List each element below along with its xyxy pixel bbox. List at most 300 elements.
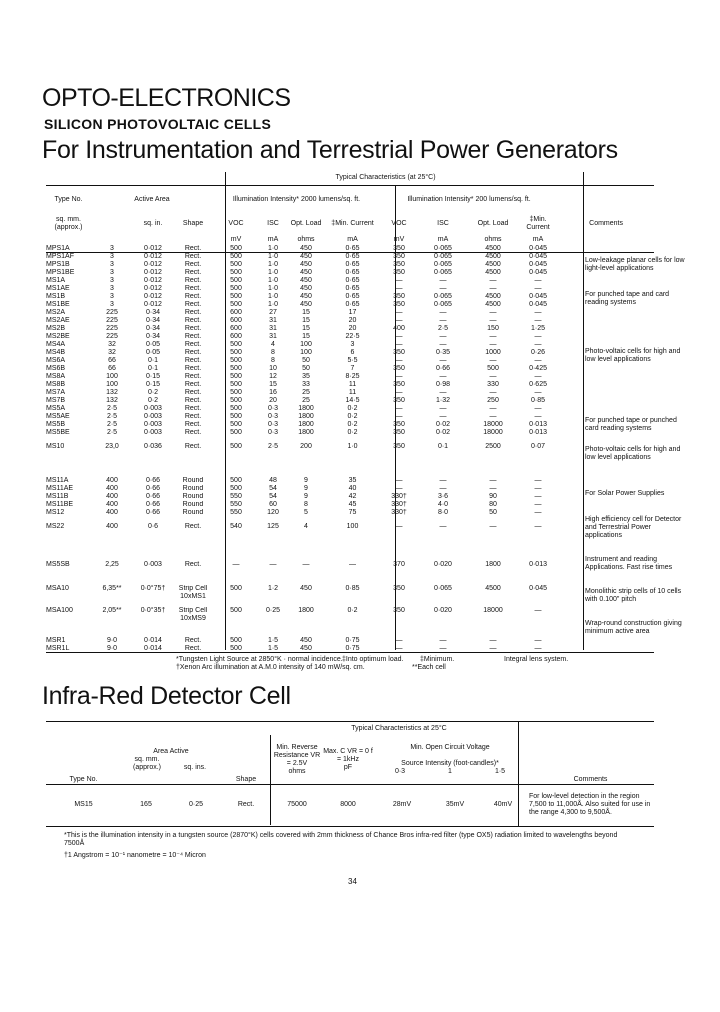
cell: 80	[489, 501, 497, 508]
cell: —	[395, 389, 403, 396]
cell: 0·2	[347, 421, 358, 428]
comment-cell	[558, 365, 654, 373]
type-cell: MS11A	[46, 477, 69, 484]
footnote: †Xenon Arc illumination at A.M.0 intensity of 140 mW/sq. cm.	[176, 664, 365, 671]
cell: 330†	[391, 493, 407, 500]
cell: —	[534, 357, 542, 364]
cell: —	[489, 341, 497, 348]
cell: 0·66	[145, 485, 160, 492]
cell: 12	[269, 373, 277, 380]
table-row	[46, 333, 654, 341]
table-row	[46, 365, 654, 373]
cell: 3·6	[437, 493, 449, 500]
cell: —	[489, 277, 497, 284]
unit: mV	[230, 235, 242, 243]
table-row	[46, 381, 654, 389]
col-area	[121, 736, 221, 784]
table-row	[46, 349, 654, 357]
cell: 0·065	[434, 261, 452, 268]
cell: 0·35	[435, 349, 450, 356]
cell: 2·5	[106, 413, 118, 420]
cell: Rect.	[184, 269, 202, 276]
table-row	[46, 561, 654, 581]
cell: —	[534, 485, 542, 492]
comment-cell	[558, 501, 654, 509]
cell: 0·012	[144, 277, 162, 284]
cell: 8	[304, 501, 308, 508]
cell: 1800	[298, 607, 314, 614]
cell: 2,25	[105, 561, 119, 568]
cell: 0·065	[434, 301, 452, 308]
type-cell: MS1B	[46, 293, 66, 300]
cell: Strip Cell 10xMS1	[178, 585, 208, 600]
col-comments: Comments	[589, 220, 623, 227]
cell: Rect.	[184, 365, 202, 372]
cell: 1800	[298, 421, 314, 428]
cell: 450	[300, 293, 312, 300]
cell: 450	[300, 277, 312, 284]
table-row	[46, 245, 654, 253]
comment-note: For Solar Power Supplies	[585, 490, 665, 497]
cell: 28mV	[392, 801, 412, 808]
cell: 0·014	[144, 637, 162, 644]
cell: —	[489, 389, 497, 396]
cell: 550	[230, 501, 242, 508]
cell: 450	[300, 269, 312, 276]
unit: mA	[267, 235, 279, 243]
col-type: Type No.	[69, 776, 98, 783]
cell: 165	[140, 801, 152, 808]
cell: Rect.	[184, 261, 202, 268]
cell: 9·0	[106, 645, 118, 652]
unit: mA	[532, 235, 544, 243]
cell: 0·012	[144, 285, 162, 292]
cell: —	[395, 645, 403, 652]
cell: —	[534, 333, 542, 340]
cell: 450	[300, 645, 312, 652]
cell: 0·02	[435, 421, 450, 428]
cell: 225	[106, 325, 118, 332]
cell: 225	[106, 309, 118, 316]
cell: Rect.	[184, 285, 202, 292]
cell: 2·5	[106, 421, 118, 428]
cell: 15	[302, 309, 310, 316]
cell: 40	[348, 485, 357, 492]
cell: 20	[348, 325, 357, 332]
col-voc: VOC	[391, 220, 407, 227]
type-cell: MS11BE	[46, 501, 74, 508]
type-cell: MS1BE	[46, 301, 70, 308]
cell: 500	[230, 413, 242, 420]
cell: Rect.	[184, 357, 202, 364]
cell: 500	[230, 253, 242, 260]
type-cell: MS8B	[46, 381, 66, 388]
cell: 4500	[485, 293, 501, 300]
cell: 9	[304, 493, 308, 500]
comment-note: Wrap-round construction giving minimum active area	[585, 620, 682, 635]
cell: 2,05**	[102, 607, 122, 614]
cell: 350	[393, 381, 405, 388]
cell: —	[534, 341, 542, 348]
cell: —	[439, 373, 447, 380]
table-row	[46, 253, 654, 261]
cell: 350	[393, 443, 405, 450]
cell: 0·2	[147, 397, 159, 404]
cell: —	[395, 405, 403, 412]
table-row	[46, 413, 654, 421]
cell: Rect.	[184, 561, 202, 568]
table-row	[46, 293, 654, 301]
cell: 350	[393, 365, 405, 372]
col-ocv-label: Min. Open Circuit Voltage	[410, 744, 490, 751]
cell: 15	[269, 381, 277, 388]
cell: 350	[393, 301, 405, 308]
cell: —	[395, 285, 403, 292]
type-cell: MS11B	[46, 493, 69, 500]
cell: 1800	[298, 429, 314, 436]
cell: 100	[300, 341, 312, 348]
cell: 0·98	[435, 381, 450, 388]
col-opt-load: Opt. Load	[290, 220, 322, 227]
comment-note: For punched tape or punched card reading systems	[585, 417, 677, 432]
cell: 500	[230, 397, 242, 404]
col-source: Source Intensity (foot-candles)*	[401, 760, 499, 767]
cell: 18000	[483, 421, 503, 428]
cell: 48	[269, 477, 277, 484]
cell: 0·2	[147, 389, 159, 396]
cell: 31	[269, 325, 277, 332]
cell: 400	[106, 485, 118, 492]
cell: —	[534, 405, 542, 412]
group-header: Typical Characteristics (at 25°C)	[335, 174, 436, 181]
cell: 2·5	[106, 429, 118, 436]
cell: 0·003	[144, 561, 162, 568]
comment-cell	[558, 389, 654, 397]
cell: —	[489, 485, 497, 492]
cell: —	[439, 523, 447, 530]
type-cell: MPS1A	[46, 245, 70, 252]
type-cell: MSA10	[46, 585, 69, 592]
cell: 1·2	[267, 585, 279, 592]
table-row	[46, 477, 654, 485]
cell: 100	[300, 349, 312, 356]
cell: 500	[230, 285, 242, 292]
type-cell: MS7B	[46, 397, 66, 404]
cell: 0·003	[144, 405, 162, 412]
cell: —	[395, 333, 403, 340]
table-row	[46, 317, 654, 325]
cell: 500	[230, 443, 242, 450]
col-s1: 0·3	[394, 768, 406, 775]
cell: 4500	[485, 269, 501, 276]
cell: 550	[230, 493, 242, 500]
cell: —	[395, 373, 403, 380]
cell: 0·34	[145, 317, 160, 324]
cell: Rect.	[184, 429, 202, 436]
cell: 32	[108, 349, 116, 356]
cell: 125	[267, 523, 279, 530]
cell: 75	[348, 509, 357, 516]
comment-note: Low-leakage planar cells for low light-level applications	[585, 257, 685, 272]
cell: —	[534, 607, 542, 614]
cell: 0·065	[434, 585, 452, 592]
cell: 45	[348, 501, 357, 508]
cell: Rect.	[184, 645, 202, 652]
cell: 0·65	[345, 285, 360, 292]
cell: 15	[302, 333, 310, 340]
cell: 4500	[485, 253, 501, 260]
cell: 0·014	[144, 645, 162, 652]
type-cell: MS6A	[46, 357, 66, 364]
row-spacer	[46, 469, 654, 477]
table-row	[46, 389, 654, 397]
cell: 0·065	[434, 253, 452, 260]
cell: —	[439, 357, 447, 364]
cell: 0·25	[265, 607, 280, 614]
cell: 500	[230, 477, 242, 484]
cell: 330†	[391, 501, 407, 508]
cell: 500	[230, 349, 242, 356]
comment-note: Monolithic strip cells of 10 cells with 0.100" pitch	[585, 588, 682, 603]
cell: 0·66	[145, 493, 160, 500]
ir-footnote: †1 Angstrom = 10⁻¹ nanometre = 10⁻⁴ Micron	[64, 852, 206, 859]
cell: 0·013	[529, 561, 547, 568]
cell: 0·0°35†	[140, 607, 166, 614]
cell: 450	[300, 637, 312, 644]
cell: 5	[304, 509, 308, 516]
cell: 31	[269, 333, 277, 340]
table-row	[46, 443, 654, 469]
cell: 350	[393, 585, 405, 592]
cell: —	[439, 277, 447, 284]
col-voc: VOC	[228, 220, 244, 227]
cell: 54	[269, 485, 277, 492]
table-row	[46, 637, 654, 645]
comment-note: Photo-voltaic cells for high and low level applications	[585, 348, 681, 363]
cell: —	[534, 509, 542, 516]
cell: 0·05	[145, 349, 160, 356]
cell: —	[439, 405, 447, 412]
cell: —	[489, 645, 497, 652]
cell: 0·012	[144, 269, 162, 276]
cell: 0·036	[144, 443, 162, 450]
ir-footnote: *This is the illumination intensity in a tungsten source (2870°K) cells covered with 2mm thickness of Chance Bros infra-red filter (type OX5) radiation limited to wavelengths beyond 7500Å	[64, 832, 618, 847]
cell: 500	[230, 293, 242, 300]
cell: 500	[230, 485, 242, 492]
cell: —	[534, 523, 542, 530]
cell: Rect.	[184, 397, 202, 404]
cell: 6,35**	[102, 585, 122, 592]
cell: —	[439, 333, 447, 340]
unit: ohms	[297, 235, 315, 243]
cell: 0·020	[434, 607, 452, 614]
type-cell: MS10	[46, 443, 65, 450]
table-row	[46, 585, 654, 607]
cell: —	[439, 413, 447, 420]
comment-cell	[558, 405, 654, 413]
cell: 0·66	[145, 501, 160, 508]
comment-cell	[558, 645, 654, 653]
cell: 0·66	[435, 365, 450, 372]
cell: 330†	[391, 509, 407, 516]
comment-note: High efficiency cell for Detector and Terrestrial Power applications	[585, 516, 682, 539]
cell: 500	[230, 405, 242, 412]
cell: 350	[393, 349, 405, 356]
col-opt-load: Opt. Load	[477, 220, 509, 227]
cell: 500	[230, 357, 242, 364]
cell: 4	[304, 523, 308, 530]
cell: 0·75	[345, 637, 360, 644]
cell: —	[534, 389, 542, 396]
comment-cell	[558, 397, 654, 405]
cell: 20	[269, 397, 277, 404]
sub-header-2: Illumination Intensity* 200 lumens/sq. ft.	[407, 196, 531, 203]
type-cell: MS6B	[46, 365, 66, 372]
cell: 350	[393, 397, 405, 404]
type-cell: MS4A	[46, 341, 66, 348]
cell: Rect.	[184, 443, 202, 450]
cell: 0·85	[345, 585, 360, 592]
cell: 450	[300, 261, 312, 268]
cell: 500	[230, 429, 242, 436]
cell: 0·65	[345, 277, 360, 284]
footnote: Integral lens system.	[504, 656, 569, 663]
cell: 2·5	[267, 443, 279, 450]
cell: 27	[269, 309, 277, 316]
type-cell: MS22	[46, 523, 65, 530]
cell: —	[534, 493, 542, 500]
cell: Rect.	[184, 325, 202, 332]
cell: 500	[230, 277, 242, 284]
cell: Rect.	[184, 317, 202, 324]
cell: 4500	[485, 245, 501, 252]
cell: Rect.	[184, 277, 202, 284]
cell: —	[534, 477, 542, 484]
cell: 1·32	[435, 397, 450, 404]
cell: 0·012	[144, 261, 162, 268]
table-row	[46, 277, 654, 285]
table-row	[46, 285, 654, 293]
cell: 0·045	[529, 585, 547, 592]
cell: 1800	[298, 405, 314, 412]
cell: Rect.	[184, 413, 202, 420]
cell: 1·5	[267, 645, 279, 652]
cell: 0·020	[434, 561, 452, 568]
comment-cell	[558, 309, 654, 317]
table-row	[46, 607, 654, 629]
col-sqmm: sq. mm. (approx.)	[54, 216, 83, 231]
cell: 132	[106, 397, 118, 404]
cell: 1·0	[267, 245, 279, 252]
footnote: **Each cell	[412, 664, 446, 671]
type-cell: MS5B	[46, 421, 66, 428]
cell: —	[395, 485, 403, 492]
comment-note: For punched tape and card reading systems	[585, 291, 670, 306]
cell: 400	[106, 501, 118, 508]
type-cell: MPS1B	[46, 261, 70, 268]
cell: Rect.	[237, 801, 255, 808]
cell: 50	[489, 509, 497, 516]
ir-section-title: Infra-Red Detector Cell	[42, 682, 291, 710]
cell: 450	[300, 301, 312, 308]
cell: 1·0	[267, 261, 279, 268]
cell: 350	[393, 607, 405, 614]
cell: 0·045	[529, 261, 547, 268]
cell: 2·5	[106, 405, 118, 412]
cell: 0·425	[529, 365, 547, 372]
cell: —	[302, 561, 310, 568]
cell: —	[439, 645, 447, 652]
comment-cell	[558, 245, 654, 253]
cell: 500	[230, 585, 242, 592]
col-min-current: ‡Min. Current	[526, 216, 550, 231]
cell: 0·045	[529, 269, 547, 276]
cell: 350	[393, 269, 405, 276]
cell: —	[439, 485, 447, 492]
cell: 540	[230, 523, 242, 530]
cell: Rect.	[184, 405, 202, 412]
cell: 0·07	[531, 443, 546, 450]
cell: 50	[302, 357, 310, 364]
cell: 0·012	[144, 301, 162, 308]
table-row	[46, 493, 654, 501]
cell: 500	[230, 373, 242, 380]
cell: 400	[393, 325, 405, 332]
cell: —	[489, 373, 497, 380]
cell: 18000	[483, 429, 503, 436]
unit: ohms	[484, 235, 502, 243]
cell: 500	[230, 607, 242, 614]
cell: —	[439, 309, 447, 316]
cell: 0·05	[145, 341, 160, 348]
cell: 4500	[485, 261, 501, 268]
cell: 1·0	[267, 285, 279, 292]
cell: Rect.	[184, 381, 202, 388]
table-row	[46, 485, 654, 493]
cell: 17	[348, 309, 357, 316]
cell: Rect.	[184, 421, 202, 428]
type-cell: MS5A	[46, 405, 66, 412]
cell: Rect.	[184, 341, 202, 348]
cell: 500	[230, 389, 242, 396]
cell: 120	[267, 509, 279, 516]
type-cell: MS1AE	[46, 285, 70, 292]
cell: 18000	[483, 607, 503, 614]
cell: 60	[269, 501, 277, 508]
cell: —	[534, 645, 542, 652]
cell: —	[395, 637, 403, 644]
ir-comment: For low-level detection in the region 7,500 to 11,000Å. Also suited for use in the range 4,300 to 9,500Å.	[529, 793, 651, 816]
cell: 450	[300, 585, 312, 592]
cell: Rect.	[184, 293, 202, 300]
unit: mA	[437, 235, 449, 243]
cell: Strip Cell 10xMS9	[178, 607, 208, 622]
unit: mV	[393, 235, 405, 243]
cell: 400	[106, 509, 118, 516]
cell: 350	[393, 429, 405, 436]
cell: 1·0	[267, 293, 279, 300]
cell: 8	[271, 349, 275, 356]
cell: 3	[350, 341, 355, 348]
cell: —	[489, 285, 497, 292]
cell: Round	[182, 485, 204, 492]
cell: 500	[230, 381, 242, 388]
cell: 350	[393, 293, 405, 300]
cell: 0·0°75†	[140, 585, 166, 592]
cell: 10	[269, 365, 277, 372]
comment-cell	[558, 325, 654, 333]
cell: 9	[304, 485, 308, 492]
